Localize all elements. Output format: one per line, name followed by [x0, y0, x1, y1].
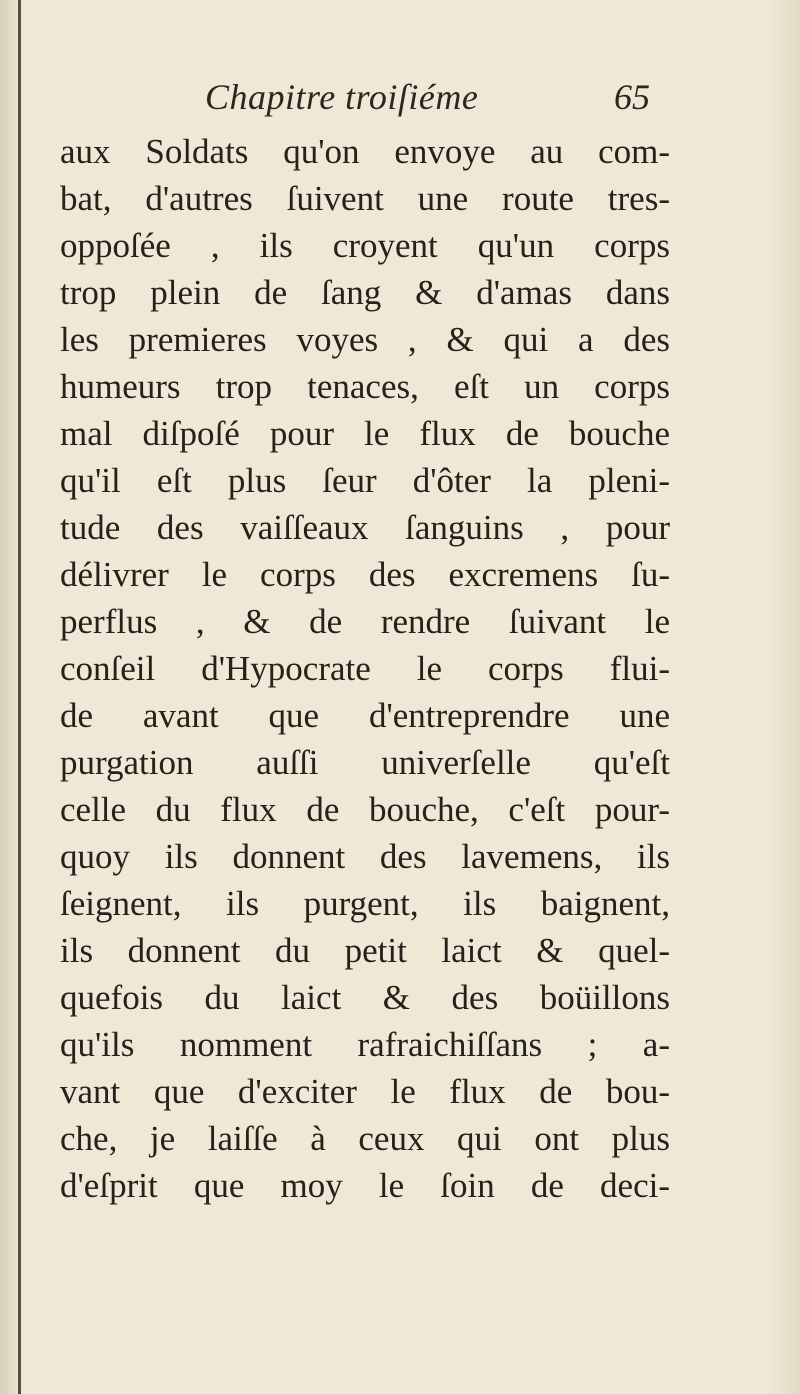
- text-line: vant que d'exciter le flux de bou-: [60, 1072, 670, 1111]
- text-line: che, je laiſſe à ceux qui ont plus: [60, 1119, 670, 1158]
- text-line: purgation auſſi univerſelle qu'eſt: [60, 743, 670, 782]
- body-text: [60, 128, 670, 1209]
- text-line: de avant que d'entreprendre une: [60, 696, 670, 735]
- running-title: Chapitre troiſiéme: [205, 77, 479, 117]
- text-line: qu'il eſt plus ſeur d'ôter la pleni-: [60, 461, 670, 500]
- text-line: celle du flux de bouche, c'eſt pour-: [60, 790, 670, 829]
- text-line: ſeignent, ils purgent, ils baignent,: [60, 884, 670, 923]
- text-line: aux Soldats qu'on envoye au com-: [60, 132, 670, 171]
- text-line: qu'ils nomment rafraichiſſans ; a-: [60, 1025, 670, 1064]
- text-line: perflus , & de rendre ſuivant le: [60, 602, 670, 641]
- text-line: conſeil d'Hypocrate le corps flui-: [60, 649, 670, 688]
- page-binding-edge: [18, 0, 21, 1394]
- text-line: quefois du laict & des boüillons: [60, 978, 670, 1017]
- text-line: quoy ils donnent des lavemens, ils: [60, 837, 670, 876]
- page-right-margin: [770, 0, 800, 1394]
- text-line: d'eſprit que moy le ſoin de deci-: [60, 1166, 670, 1205]
- text-line: bat, d'autres ſuivent une route tres-: [60, 179, 670, 218]
- text-line: délivrer le corps des excremens ſu-: [60, 555, 670, 594]
- text-line: mal diſpoſé pour le flux de bouche: [60, 414, 670, 453]
- text-line: oppoſée , ils croyent qu'un corps: [60, 226, 670, 265]
- text-line: trop plein de ſang & d'amas dans: [60, 273, 670, 312]
- text-line: ils donnent du petit laict & quel-: [60, 931, 670, 970]
- page-header: [0, 68, 800, 128]
- page-number: 65: [614, 77, 650, 117]
- text-line: tude des vaiſſeaux ſanguins , pour: [60, 508, 670, 547]
- text-line: les premieres voyes , & qui a des: [60, 320, 670, 359]
- text-line: humeurs trop tenaces, eſt un corps: [60, 367, 670, 406]
